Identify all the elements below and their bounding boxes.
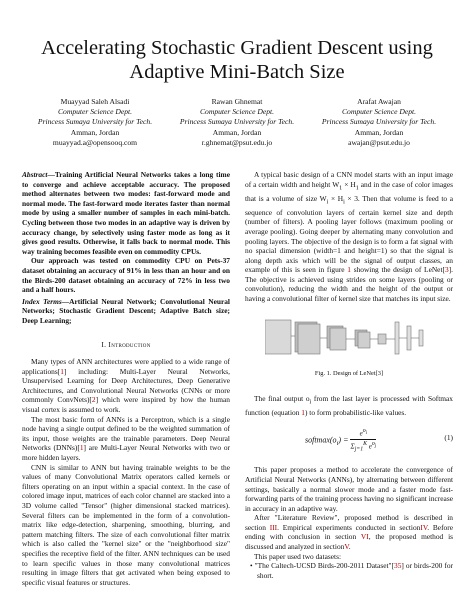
citation-link[interactable]: 2 (91, 395, 96, 405)
section-heading-introduction: I. Introduction (101, 339, 151, 349)
author-email: muayyad.a@opensooq.com (52, 137, 138, 147)
author-email: awajan@psut.edu.jo (348, 137, 410, 147)
author-university: Princess Sumaya University for Tech. (321, 117, 437, 127)
author-1 (20, 97, 170, 148)
author-city: Amman, Jordan (70, 127, 120, 137)
citation-link[interactable]: 35 (394, 561, 402, 571)
citation-link[interactable]: 3 (444, 265, 449, 275)
abstract-results: Our approach was tested on commodity CPU on Pets-37 dataset obtaining an accuracy of 91% in less than an hour and on the Birds-200 dataset obtaining an accuracy of 72% in less two and a half hours. (22, 256, 230, 295)
author-block (20, 97, 454, 157)
figure-lenet (245, 314, 453, 394)
figure-caption: Fig. 1. Design of LeNet[3] (314, 369, 384, 377)
outline-paragraph: After "Literature Review", proposed method is described in section III. Empirical experiments conducted in sectionIV. Before ending with conclusion in section VI, the proposed method is discussed and analyzed in sectionV. (245, 513, 453, 552)
section-link[interactable]: IV (420, 522, 428, 532)
author-university: Princess Sumaya University for Tech. (37, 117, 153, 127)
intro-paragraph-1: Many types of ANN architectures were applied to a wide range of applications[1] including: Multi-Layer Neural Networks, Unsupervised Learning for Deep Architectures, Deep Generative Architectures, and Convolutional Neural Networks (CNNs or more commonly ConvNets)[2] which were inspired by how the human visual cortex is assumed to work. (22, 357, 231, 415)
equation-body: $softmax(o_i)$ = $e^{o_i}$ $\Sigma_{j=1}^K$ $e^{o_j}$ (305, 428, 377, 453)
title-line-2: Adaptive Mini-Batch Size (129, 61, 345, 83)
proposal-paragraph: This paper proposes a method to accelerate the convergence of Artificial Neural Networks (ANNs), by alternating between different settings, basically a normal slower mode and a faster mode fast-forwarding parts of the training process having no significant increase in accuracy in an adaptive way. (245, 465, 453, 513)
intro-paragraph-2: The most basic form of ANNs is a Perceptron, which is a single node having a single output defined to be the weighted summation of its input, those weights are the trainable parameters. Deep Neural Networks (DNNs)[1] are Multi-Layer Neural Networks with two or more hidden layers. (22, 414, 231, 463)
equation-number: (1) (444, 433, 453, 443)
figure-link[interactable]: 1 (347, 265, 351, 275)
section-link[interactable]: VI (360, 532, 369, 542)
abstract-label: Abstract (22, 170, 48, 179)
author-name: Rawan Ghnemat (211, 97, 263, 106)
section-link[interactable]: III (269, 522, 278, 532)
author-name: Muayyad Saleh Alsadi (60, 97, 130, 106)
citation-link[interactable]: 1 (60, 366, 64, 376)
author-city: Amman, Jordan (354, 127, 404, 137)
datasets-paragraph: This paper used two datasets: (254, 551, 342, 561)
author-dept: Computer Science Dept. (57, 107, 133, 117)
cnn-design-paragraph: A typical basic design of a CNN model starts with an input image of a certain width and height $W_1 \times H_1$ and in the case of color images that is a volume of size $W_i \times H_i \times 3$. Then that volume is feed to a sequence of convolution layers of certain kernel size and depth (number of filters). A pooling layer follows (maximum pooling or average pooling). Going deeper by alternating many convolution and pooling layers. The objective of the design is to form a fat signal with no spacial dimension (width=1 and height=1) so that the signal is along depth axis which will be the signal of output classes, an example of this is seen in figure 1 showing the design of LeNet[3]. The objective is achieved using strides on some layers (pooling or convolution), reducing the width and the height of the output or having a convolutional filter of kernel size that matches its input size. (245, 170, 453, 304)
author-2 (162, 97, 312, 148)
author-university: Princess Sumaya University for Tech. (179, 117, 295, 127)
intro-paragraph-3: CNN is similar to ANN but having trainable weights to be the values of many Convolutional Matrix operators called kernels or filters operating on an input within a spacial context. In the case of colored image input, matrices of each color channel are stacked into a 3D volume called "Tensor" (higher dimensional stacked matrices). Several filters can be implemented in the form of a convolution-matrix like edge-detection, sharpening, smoothing, blurring, and pattern matching filters. The size of each convolutional filter matrix which is also called the "kernel size" or the "neighborhood size" specifies the receptive field of the filter. ANN techniques can be used to learn specific values in those many convolutional matrices resulting in image filters that get activated when being exposed to specific visual features or structures. (22, 462, 230, 587)
left-column (22, 170, 230, 587)
paper-title (20, 36, 454, 84)
citation-link[interactable]: 1 (79, 443, 84, 453)
author-dept: Computer Science Dept. (341, 107, 417, 117)
abstract-text: —Training Artificial Neural Networks takes a long time to converge and achieve acceptable accuracy. The proposed method alternates between two modes: fast-forward mode and normal mode. The fast-forward mode iterates faster than normal mode by using a smaller number of samples in each mini-batch. Cycling between those two modes in an adaptive way is driven by accuracy change, by selectively using faster mode as long as it gives good results. Otherwise, it falls back to normal mode. This way training becomes feasible even on commodity CPUs. (22, 170, 230, 256)
index-terms-text: —Artificial Neural Network; Convolutional Neural Networks; Stochastic Gradient Descent; Adaptive Batch size; Deep Learning; (22, 296, 230, 325)
right-column (245, 170, 453, 580)
index-terms (22, 297, 230, 326)
author-dept: Computer Science Dept. (199, 107, 275, 117)
author-email: r.ghnemat@psut.edu.jo (201, 137, 273, 147)
softmax-paragraph: The final output $o_i$ from the last layer is processed with Softmax function (equation 1) to form probabilistic-like values. (245, 393, 453, 417)
author-city: Amman, Jordan (212, 127, 262, 137)
title-line-1: Accelerating Stochastic Gradient Descent using (41, 37, 433, 59)
equation-softmax (245, 423, 453, 459)
dataset-list-item: • "The Caltech-UCSD Birds-200-2011 Dataset"[35] or birds-200 for short. (250, 561, 453, 580)
abstract (22, 170, 230, 256)
equation-link[interactable]: 1 (301, 407, 305, 417)
author-name: Arafat Awajan (357, 97, 401, 106)
author-3 (304, 97, 454, 148)
lenet-diagram-image (265, 314, 430, 364)
index-terms-label: Index Terms (22, 296, 62, 306)
section-link[interactable]: V (344, 542, 349, 552)
